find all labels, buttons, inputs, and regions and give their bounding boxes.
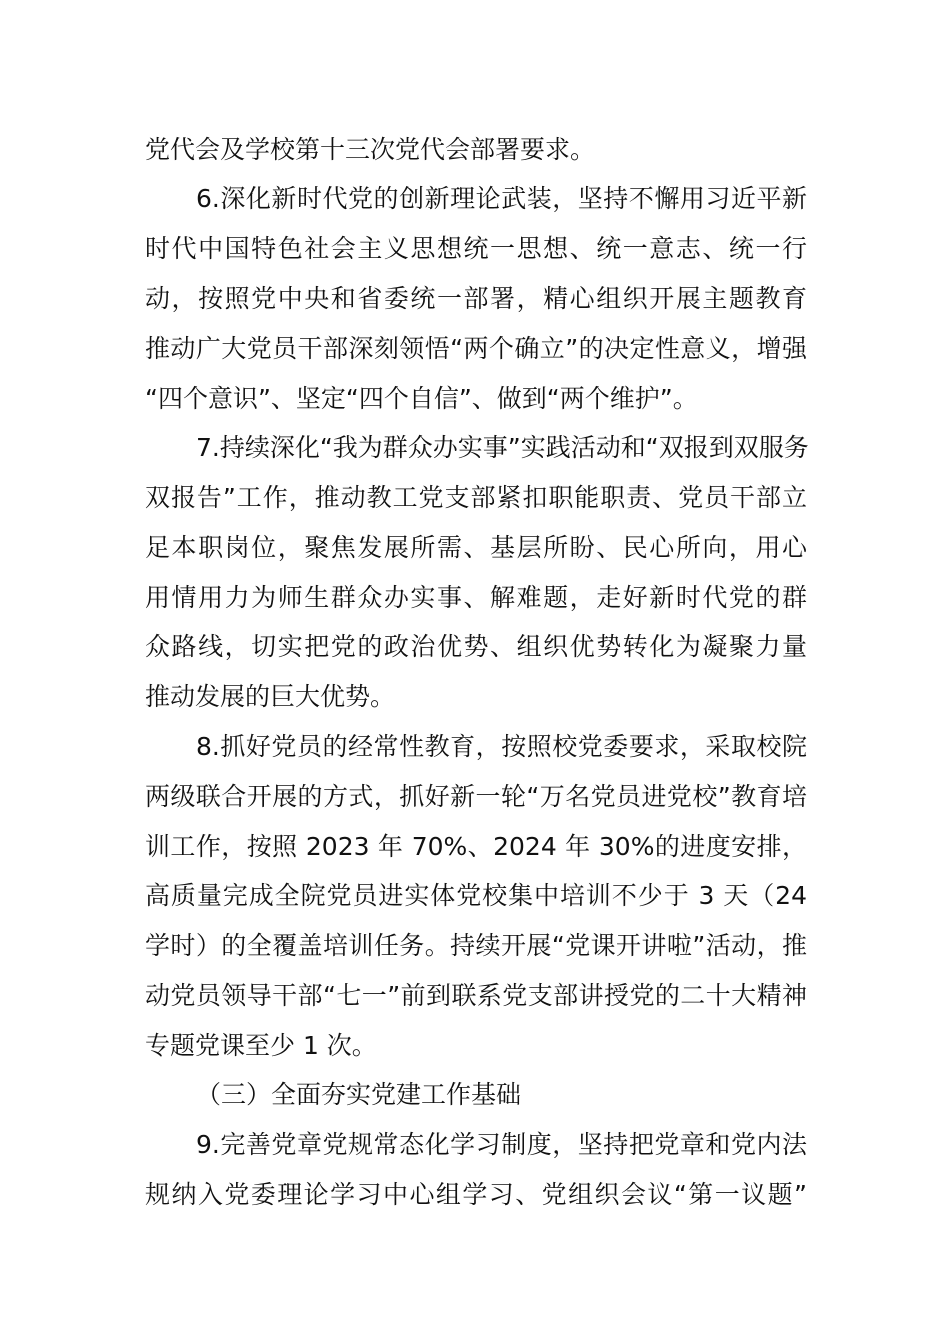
paragraph-line: 两级联合开展的方式，抓好新一轮“万名党员进党校”教育培 — [145, 782, 807, 811]
paragraph-line: 学时）的全覆盖培训任务。持续开展“党课开讲啦”活动，推 — [145, 931, 807, 960]
paragraph-line: 双报告”工作，推动教工党支部紧扣职能职责、党员干部立 — [145, 483, 807, 512]
paragraph-line: 时代中国特色社会主义思想统一思想、统一意志、统一行 — [145, 234, 807, 263]
paragraph-line: 训工作，按照 2023 年 70%、2024 年 30%的进度安排， — [145, 832, 807, 861]
paragraph-line: “四个意识”、坚定“四个自信”、做到“两个维护”。 — [145, 384, 698, 413]
paragraph-line: 动，按照党中央和省委统一部署，精心组织开展主题教育 — [145, 284, 807, 313]
section-heading: （三）全面夯实党建工作基础 — [196, 1080, 522, 1109]
paragraph-line: 9.完善党章党规常态化学习制度，坚持把党章和党内法 — [196, 1130, 807, 1159]
paragraph-line: 动党员领导干部“七一”前到联系党支部讲授党的二十大精神 — [145, 981, 807, 1010]
paragraph-line: 规纳入党委理论学习中心组学习、党组织会议“第一议题” — [145, 1180, 807, 1209]
paragraph-line: 6.深化新时代党的创新理论武装，坚持不懈用习近平新 — [196, 184, 807, 213]
paragraph-line: 高质量完成全院党员进实体党校集中培训不少于 3 天（24 — [145, 881, 807, 910]
paragraph-line: 7.持续深化“我为群众办实事”实践活动和“双报到双服务 — [196, 433, 809, 462]
paragraph-line: 8.抓好党员的经常性教育，按照校党委要求，采取校院 — [196, 732, 807, 761]
paragraph-line: 推动广大党员干部深刻领悟“两个确立”的决定性意义，增强 — [145, 334, 807, 363]
paragraph-line: 党代会及学校第十三次党代会部署要求。 — [145, 135, 596, 164]
paragraph-line: 众路线，切实把党的政治优势、组织优势转化为凝聚力量 — [145, 632, 807, 661]
paragraph-line: 用情用力为师生群众办实事、解难题，走好新时代党的群 — [145, 583, 807, 612]
paragraph-line: 推动发展的巨大优势。 — [145, 682, 396, 711]
paragraph-line: 足本职岗位，聚焦发展所需、基层所盼、民心所向，用心 — [145, 533, 807, 562]
paragraph-line: 专题党课至少 1 次。 — [145, 1031, 377, 1060]
